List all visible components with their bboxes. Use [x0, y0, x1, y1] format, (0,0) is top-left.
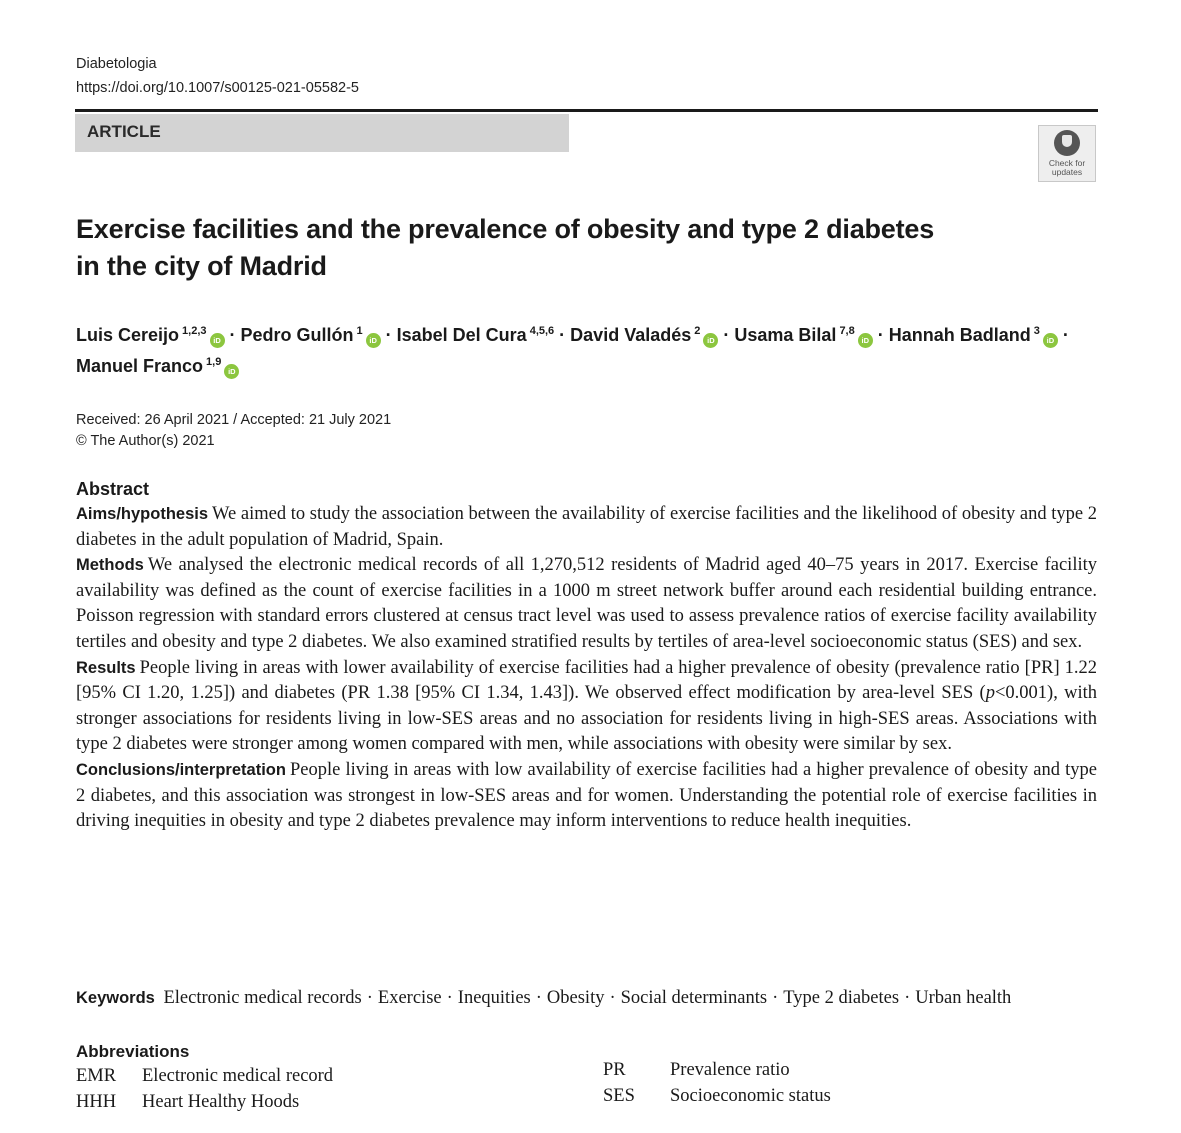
article-type-label: ARTICLE [87, 122, 161, 141]
author: David Valadés $^2$iD [570, 325, 718, 345]
article-title [76, 211, 1076, 285]
abbreviations-heading: Abbreviations [76, 1042, 190, 1061]
abbreviation-row: SES Socioeconomic status [603, 1086, 831, 1106]
abbreviation-row: PR Prevalence ratio [603, 1060, 790, 1080]
orcid-icon[interactable]: iD [366, 333, 381, 348]
title-line: Exercise facilities and the prevalence of obesity and type 2 diabetes [76, 214, 935, 244]
check-for-updates-text: Check for updates [1048, 158, 1086, 177]
doi-link[interactable]: https://doi.org/10.1007/s00125-021-05582-5 [76, 80, 359, 96]
abstract-results: Results People living in areas with lower availability of exercise facilities had a higher prevalence of obesity (prevalence ratio [PR] 1.22 [95% CI 1.20, 1.25]) and diabetes (PR 1.38 [95% CI 1.34, 1.43]). We observed effect modification by area-level SES (p<0.001), with stronger associations for residents living in low-SES areas and no association for residents living in high-SES areas. Associations with type 2 diabetes were stronger among women compared with men, while associations with obesity were similar by sex. [76, 657, 1098, 755]
orcid-icon[interactable]: iD [703, 333, 718, 348]
author: Usama Bilal $^{7,8}$iD [734, 325, 872, 345]
check-for-updates-badge[interactable] [1038, 125, 1096, 182]
keyword: Electronic medical records [163, 988, 362, 1008]
abstract-heading: Abstract [76, 479, 150, 499]
keyword: Inequities [457, 988, 531, 1008]
received-accepted: Received: 26 April 2021 / Accepted: 21 July 2021 [76, 412, 392, 428]
orcid-icon[interactable]: iD [210, 333, 225, 348]
keywords-label: Keywords [76, 989, 155, 1007]
author: Pedro Gullón $^1$iD [241, 325, 381, 345]
abstract-conclusions: Conclusions/interpretation People living in areas with low availability of exercise facilities had a higher prevalence of obesity and type 2 diabetes, and this association was strongest in low-SES areas and for women. Understanding the potential role of exercise facilities in driving inequities in obesity and type 2 diabetes prevalence may inform interventions to reduce health inequities. [76, 759, 1097, 832]
author-list: Luis Cereijo $^{1,2,3}$iD · Pedro Gullón $^1$iD · Isabel Del Cura $^{4,5,6}$ · David Valadés $^2$iD · Usama Bilal $^{7,8}$iD · Hannah Badland $^3$iD · Manuel Franco $^{1,9}$iD [76, 318, 1106, 380]
orcid-icon[interactable]: iD [224, 364, 239, 379]
keywords: Keywords Electronic medical records · Exercise · Inequities · Obesity · Social determinants · Type 2 diabetes · Urban health [76, 988, 1012, 1008]
abbreviation-row: HHH Heart Healthy Hoods [76, 1092, 300, 1112]
author: Hannah Badland $^3$iD [889, 325, 1058, 345]
keyword: Obesity [546, 988, 605, 1008]
abstract-aims: Aims/hypothesis We aimed to study the association between the availability of exercise facilities and the likelihood of obesity and type 2 diabetes in the adult population of Madrid, Spain. [76, 504, 1097, 550]
article-type-band [75, 114, 569, 152]
bookmark-icon [1054, 130, 1080, 156]
orcid-icon[interactable]: iD [1043, 333, 1058, 348]
keyword: Exercise [377, 988, 442, 1008]
author: Luis Cereijo $^{1,2,3}$iD [76, 325, 225, 345]
abstract-methods: Methods We analysed the electronic medical records of all 1,270,512 residents of Madrid aged 40–75 years in 2017. Exercise facility availability was defined as the count of exercise facilities in a 1000 m street network buffer around each residential building entrance. Poisson regression with standard errors clustered at census tract level was used to assess prevalence ratios of exercise facility availability tertiles and obesity and type 2 diabetes. We also examined stratified results by tertiles of area-level socioeconomic status (SES) and sex. [76, 555, 1097, 652]
publication-dates [76, 410, 391, 452]
header-rule [75, 109, 1098, 112]
abbreviation-row: EMR Electronic medical record [76, 1066, 334, 1086]
keyword: Social determinants [620, 988, 768, 1008]
journal-name: Diabetologia [76, 56, 157, 72]
title-line: in the city of Madrid [76, 251, 327, 281]
keyword: Type 2 diabetes [783, 988, 900, 1008]
author: Isabel Del Cura $^{4,5,6}$ [396, 325, 555, 345]
keyword: Urban health [915, 988, 1012, 1008]
orcid-icon[interactable]: iD [858, 333, 873, 348]
copyright: © The Author(s) 2021 [76, 433, 215, 449]
author: Manuel Franco $^{1,9}$iD [76, 356, 239, 376]
abstract-body [76, 502, 1097, 835]
